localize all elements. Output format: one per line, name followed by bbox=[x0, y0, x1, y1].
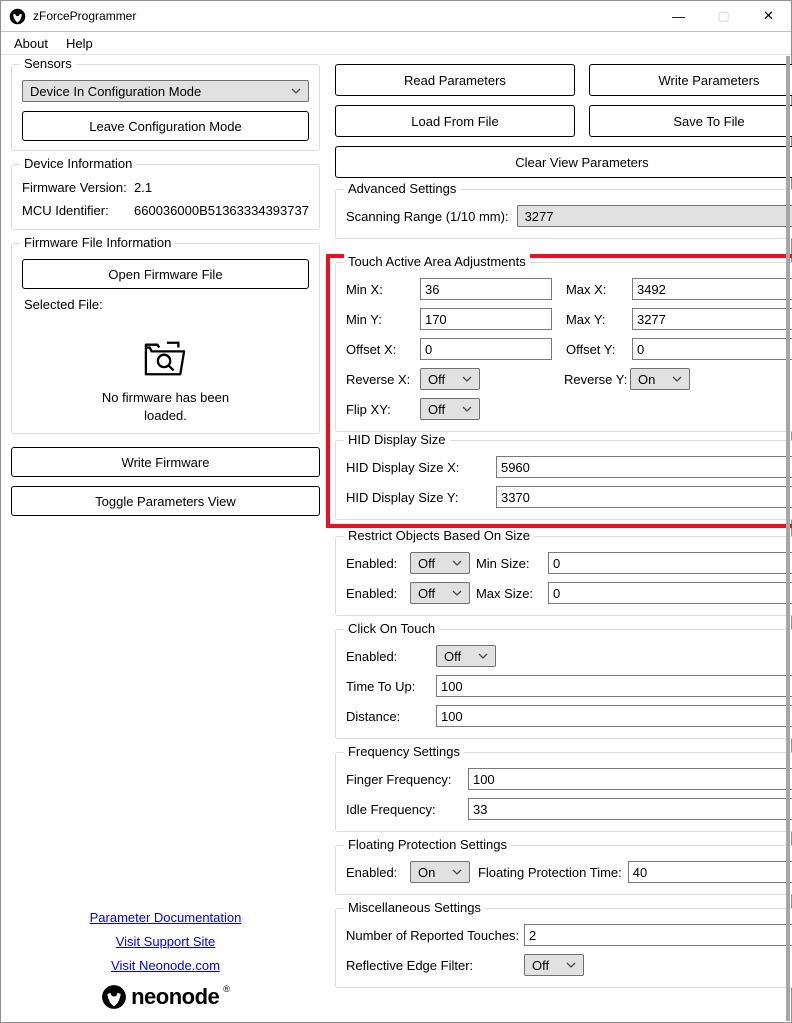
sensors-group bbox=[11, 56, 320, 151]
footer-links bbox=[11, 910, 320, 982]
visit-support-site-link[interactable]: Visit Support Site bbox=[115, 934, 216, 949]
mcu-identifier-label: MCU Identifier: bbox=[22, 203, 109, 218]
click-on-touch-group bbox=[335, 621, 792, 739]
reverse-x-label: Reverse X: bbox=[345, 371, 411, 387]
min-y-label: Min Y: bbox=[345, 311, 382, 327]
offset-y-label: Offset Y: bbox=[565, 341, 616, 357]
restrict-max-enabled-select[interactable]: Off bbox=[410, 582, 470, 604]
menu-bar bbox=[1, 31, 791, 55]
chevron-down-icon bbox=[462, 374, 472, 384]
advanced-settings-title: Advanced Settings bbox=[344, 181, 460, 196]
cot-enabled-label: Enabled: bbox=[345, 648, 398, 664]
save-to-file-button[interactable]: Save To File bbox=[589, 105, 792, 137]
min-size-label: Min Size: bbox=[475, 555, 530, 571]
time-to-up-label: Time To Up: bbox=[345, 678, 416, 694]
chevron-down-icon bbox=[291, 86, 301, 96]
menu-help[interactable]: Help bbox=[65, 35, 93, 51]
max-x-label: Max X: bbox=[565, 281, 607, 297]
floating-enabled-select[interactable]: On bbox=[410, 861, 470, 883]
restrict-min-enabled-label: Enabled: bbox=[345, 555, 398, 571]
finger-frequency-label: Finger Frequency: bbox=[345, 771, 452, 787]
device-information-title: Device Information bbox=[20, 156, 136, 171]
chevron-down-icon bbox=[672, 374, 682, 384]
chevron-down-icon bbox=[478, 651, 488, 661]
window-title: zForceProgrammer bbox=[33, 9, 137, 23]
neonode-logo-icon bbox=[101, 984, 127, 1010]
click-on-touch-title: Click On Touch bbox=[344, 621, 439, 636]
firmware-file-group bbox=[11, 235, 320, 434]
reverse-x-select[interactable]: Off bbox=[420, 368, 480, 390]
sensor-device-select[interactable] bbox=[22, 80, 309, 102]
highlight-red-box bbox=[326, 254, 792, 528]
max-size-input[interactable] bbox=[548, 582, 792, 604]
visit-neonode-link[interactable]: Visit Neonode.com bbox=[111, 958, 220, 973]
hid-y-label: HID Display Size Y: bbox=[345, 489, 459, 505]
mcu-identifier-value: 660036000B51363334393737 bbox=[134, 203, 309, 218]
load-from-file-button[interactable]: Load From File bbox=[335, 105, 575, 137]
flip-xy-select[interactable]: Off bbox=[420, 398, 480, 420]
sensors-group-title: Sensors bbox=[20, 56, 76, 71]
floating-protection-group bbox=[335, 837, 792, 895]
floating-time-label: Floating Protection Time: bbox=[477, 864, 622, 880]
restrict-max-enabled-label: Enabled: bbox=[345, 585, 398, 601]
clear-view-parameters-button[interactable]: Clear View Parameters bbox=[335, 146, 792, 178]
miscellaneous-settings-group bbox=[335, 900, 792, 988]
restrict-min-enabled-select[interactable]: Off bbox=[410, 552, 470, 574]
offset-x-label: Offset X: bbox=[345, 341, 397, 357]
reverse-y-label: Reverse Y: bbox=[563, 371, 628, 387]
max-y-label: Max Y: bbox=[565, 311, 606, 327]
idle-frequency-input[interactable] bbox=[468, 798, 792, 820]
read-parameters-button[interactable]: Read Parameters bbox=[335, 64, 575, 96]
no-firmware-message: No firmware has been loaded. bbox=[101, 390, 230, 423]
min-x-label: Min X: bbox=[345, 281, 383, 297]
reverse-y-select[interactable]: On bbox=[630, 368, 690, 390]
chevron-down-icon bbox=[452, 588, 462, 598]
app-logo-icon bbox=[9, 8, 26, 25]
scanning-range-select[interactable] bbox=[517, 205, 792, 227]
frequency-settings-group bbox=[335, 744, 792, 832]
floating-enabled-label: Enabled: bbox=[345, 864, 398, 880]
max-y-input[interactable] bbox=[632, 308, 792, 330]
flip-xy-label: Flip XY: bbox=[345, 401, 391, 417]
scrollbar-thumb[interactable] bbox=[786, 56, 790, 1021]
restrict-objects-group bbox=[335, 528, 792, 616]
floating-time-input[interactable] bbox=[628, 861, 792, 883]
scanning-range-label: Scanning Range (1/10 mm): bbox=[345, 208, 509, 224]
chevron-down-icon bbox=[452, 558, 462, 568]
hid-x-label: HID Display Size X: bbox=[345, 459, 460, 475]
min-y-input[interactable] bbox=[420, 308, 552, 330]
write-firmware-button[interactable]: Write Firmware bbox=[11, 447, 320, 477]
touch-active-area-title: Touch Active Area Adjustments bbox=[344, 254, 530, 269]
reflective-edge-filter-label: Reflective Edge Filter: bbox=[345, 957, 474, 973]
minimize-icon[interactable]: — bbox=[672, 8, 685, 24]
toggle-parameters-view-button[interactable]: Toggle Parameters View bbox=[11, 486, 320, 516]
registered-mark: ® bbox=[223, 984, 230, 994]
chevron-down-icon bbox=[452, 867, 462, 877]
min-x-input[interactable] bbox=[420, 278, 552, 300]
reported-touches-label: Number of Reported Touches: bbox=[345, 927, 520, 943]
device-information-group bbox=[11, 156, 320, 230]
cot-enabled-select[interactable]: Off bbox=[436, 645, 496, 667]
hid-display-size-title: HID Display Size bbox=[344, 432, 450, 447]
max-x-input[interactable] bbox=[632, 278, 792, 300]
miscellaneous-settings-title: Miscellaneous Settings bbox=[344, 900, 485, 915]
offset-y-input[interactable] bbox=[632, 338, 792, 360]
max-size-label: Max Size: bbox=[475, 585, 534, 601]
parameter-actions bbox=[335, 64, 792, 178]
folder-search-icon bbox=[142, 368, 188, 383]
leave-configuration-mode-button[interactable]: Leave Configuration Mode bbox=[22, 111, 309, 141]
offset-x-input[interactable] bbox=[420, 338, 552, 360]
title-bar bbox=[1, 1, 791, 31]
hid-display-size-group bbox=[335, 432, 792, 520]
chevron-down-icon bbox=[462, 404, 472, 414]
hid-y-input[interactable] bbox=[496, 486, 792, 508]
menu-about[interactable]: About bbox=[14, 35, 48, 51]
restrict-objects-title: Restrict Objects Based On Size bbox=[344, 528, 534, 543]
parameter-documentation-link[interactable]: Parameter Documentation bbox=[89, 910, 242, 925]
reported-touches-input[interactable] bbox=[524, 924, 792, 946]
distance-label: Distance: bbox=[345, 708, 401, 724]
frequency-settings-title: Frequency Settings bbox=[344, 744, 464, 759]
scanning-range-value: 3277 bbox=[524, 208, 554, 224]
close-icon[interactable]: ✕ bbox=[763, 8, 774, 23]
time-to-up-input[interactable] bbox=[436, 675, 792, 697]
idle-frequency-label: Idle Frequency: bbox=[345, 801, 436, 817]
hid-x-input[interactable] bbox=[496, 456, 792, 478]
advanced-settings-group bbox=[335, 181, 792, 239]
firmware-version-label: Firmware Version: bbox=[22, 180, 127, 195]
write-parameters-button[interactable]: Write Parameters bbox=[589, 64, 792, 96]
sensor-device-select-value: Device In Configuration Mode bbox=[30, 83, 202, 99]
chevron-down-icon bbox=[566, 960, 576, 970]
selected-file-label: Selected File: bbox=[24, 297, 103, 312]
touch-active-area-group bbox=[335, 254, 792, 432]
open-firmware-file-button[interactable]: Open Firmware File bbox=[22, 259, 309, 289]
reflective-edge-filter-select[interactable]: Off bbox=[524, 954, 584, 976]
vertical-scrollbar[interactable] bbox=[786, 56, 790, 1021]
neonode-brand-text: neonode bbox=[131, 984, 220, 1009]
finger-frequency-input[interactable] bbox=[468, 768, 792, 790]
neonode-brand bbox=[11, 982, 320, 1016]
distance-input[interactable] bbox=[436, 705, 792, 727]
maximize-icon: ▢ bbox=[717, 8, 730, 23]
firmware-version-value: 2.1 bbox=[134, 180, 153, 195]
floating-protection-title: Floating Protection Settings bbox=[344, 837, 511, 852]
firmware-file-title: Firmware File Information bbox=[20, 235, 175, 250]
min-size-input[interactable] bbox=[548, 552, 792, 574]
